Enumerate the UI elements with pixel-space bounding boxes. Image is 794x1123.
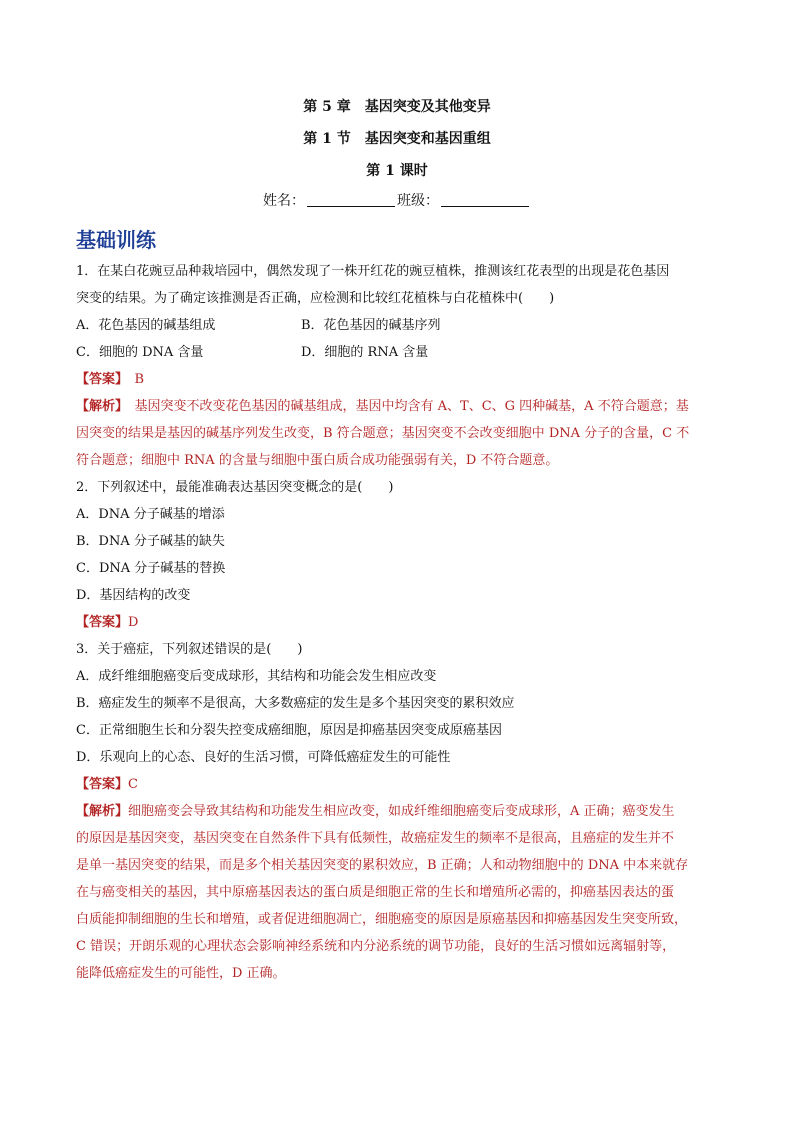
explanation-label: 【解析】	[76, 804, 129, 819]
question-1	[76, 258, 720, 474]
explanation-line: 细胞癌变会导致其结构和功能发生相应改变，如成纤维细胞癌变后变成球形，A 正确；癌变发生	[128, 804, 675, 819]
explanation-line: 是单一基因突变的结果，而是多个相关基因突变的累积效应，B 正确；人和动物细胞中的 DNA 中本来就存	[76, 858, 689, 873]
explanation-line: 基因突变不改变花色基因的碱基组成，基因中均含有 A、T、C、G 四种碱基，A 不符合题意；基	[121, 399, 689, 414]
answer-value: D	[128, 615, 139, 630]
answer-line	[76, 771, 720, 798]
question-3	[76, 636, 720, 987]
option-d: D．基因结构的改变	[76, 588, 191, 603]
class-blank	[441, 192, 529, 207]
section-title: 第 1 节 基因突变和基因重组	[303, 131, 491, 147]
question-stem: 3．关于癌症，下列叙述错误的是( )	[76, 642, 303, 657]
question-stem: 2．下列叙述中，最能准确表达基因突变概念的是( )	[76, 480, 394, 495]
explanation-line: 能降低癌症发生的可能性，D 正确。	[76, 966, 286, 981]
answer-label: 【答案】	[76, 615, 129, 630]
chapter-title: 第 5 章 基因突变及其他变异	[303, 99, 491, 115]
explanation-line: 在与癌变相关的基因，其中原癌基因表达的蛋白质是细胞正常的生长和增殖所必需的，抑癌基因表达的蛋	[76, 885, 675, 900]
question-list	[76, 258, 720, 987]
option-d: D．细胞的 RNA 含量	[301, 345, 429, 360]
explanation-line: 的原因是基因突变，基因突变在自然条件下具有低频性，故癌症发生的频率不是很高，且癌症的发生并不	[76, 831, 675, 846]
answer-label: 【答案】	[76, 777, 129, 792]
explanation-label: 【解析】	[76, 399, 122, 414]
explanation	[76, 393, 720, 474]
explanation-line: 符合题意；细胞中 RNA 的含量与细胞中蛋白质合成功能强弱有关，D 不符合题意。	[76, 453, 559, 468]
explanation-line: 因突变的结果是基因的碱基序列发生改变，B 符合题意；基因突变不会改变细胞中 DNA 分子的含量，C 不	[76, 426, 690, 441]
question-stem: 突变的结果。为了确定该推测是否正确，应检测和比较红花植株与白花植株中( )	[76, 291, 555, 306]
lesson-title: 第 1 课时	[366, 163, 428, 179]
option-row	[76, 312, 720, 339]
option-row	[76, 339, 720, 366]
option-b: B．癌症发生的频率不是很高，大多数癌症的发生是多个基因突变的累积效应	[76, 696, 515, 711]
name-label: 姓名：	[263, 193, 305, 209]
option-c: C．DNA 分子碱基的替换	[76, 561, 226, 576]
question-stem: 1．在某白花豌豆品种栽培园中，偶然发现了一株开红花的豌豆植株，推测该红花表型的出现是花色基因	[76, 264, 670, 279]
explanation-line: 白质能抑制细胞的生长和增殖，或者促进细胞凋亡，细胞癌变的原因是原癌基因和抑癌基因发生突变所致，	[76, 912, 688, 927]
explanation	[76, 798, 720, 987]
option-c: C．细胞的 DNA 含量	[76, 345, 204, 360]
answer-value: C	[128, 777, 138, 792]
option-b: B．DNA 分子碱基的缺失	[76, 534, 225, 549]
name-class-line	[0, 190, 794, 210]
class-label: 班级：	[397, 193, 439, 209]
answer-label: 【答案】	[76, 372, 122, 387]
answer-line	[76, 609, 720, 636]
option-c: C．正常细胞生长和分裂失控变成癌细胞，原因是抑癌基因突变成原癌基因	[76, 723, 502, 738]
option-a: A．花色基因的碱基组成	[76, 318, 216, 333]
explanation-line: C 错误；开朗乐观的心理状态会影响神经系统和内分泌系统的调节功能，良好的生活习惯如远离辐射等，	[76, 939, 676, 954]
option-d: D．乐观向上的心态、良好的生活习惯，可降低癌症发生的可能性	[76, 750, 451, 765]
answer-line	[76, 366, 720, 393]
answer-value: B	[121, 372, 145, 387]
option-b: B．花色基因的碱基序列	[301, 318, 441, 333]
question-2	[76, 474, 720, 636]
section-heading: 基础训练	[76, 228, 156, 252]
option-a: A．DNA 分子碱基的增添	[76, 507, 225, 522]
option-a: A．成纤维细胞癌变后变成球形，其结构和功能会发生相应改变	[76, 669, 437, 684]
name-blank	[307, 192, 395, 207]
